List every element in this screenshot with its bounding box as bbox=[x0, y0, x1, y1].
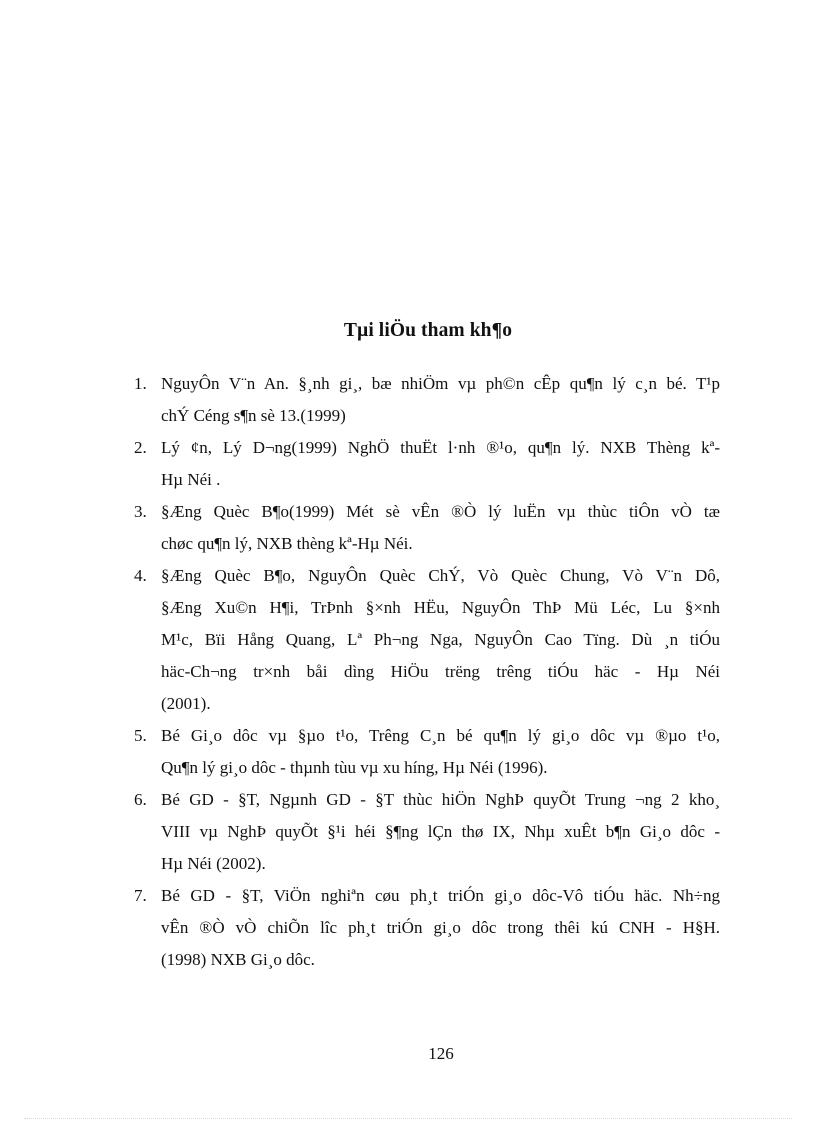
page-title: Tµi liÖu tham kh¶o bbox=[343, 320, 513, 341]
reference-line: VIII vµ NghÞ quyÕt §¹i héi §¶ng lÇn thø IX, Nhµ xuÊt b¶n Gi¸o dôc - bbox=[161, 822, 720, 841]
reference-line: Bé GD - §T, ViÖn nghiªn cøu ph¸t triÓn gi¸o dôc-Vô tiÓu häc. Nh÷ng bbox=[161, 886, 720, 905]
reference-item bbox=[134, 784, 720, 880]
reference-number: 6. bbox=[134, 790, 147, 809]
reference-number: 2. bbox=[134, 438, 147, 457]
reference-line: §Æng Quèc B¶o(1999) Mét sè vÊn ®Ò lý luËn vµ thùc tiÔn vÒ tæ bbox=[161, 502, 720, 521]
reference-item bbox=[134, 432, 720, 496]
reference-line: häc-Ch¬ng tr×nh båi dìng HiÖu trëng trêng tiÓu häc - Hµ Néi bbox=[161, 662, 720, 681]
reference-line: chøc qu¶n lý, NXB thèng kª-Hµ Néi. bbox=[161, 534, 413, 553]
reference-line: Bé Gi¸o dôc vµ §µo t¹o, Trêng C¸n bé qu¶n lý gi¸o dôc vµ ®µo t¹o, bbox=[161, 726, 720, 745]
reference-line: M¹c, Bïi Hång Quang, Lª Ph¬ng Nga, NguyÔn Cao Tïng. Dù ¸n tiÓu bbox=[161, 630, 720, 649]
reference-line: Bé GD - §T, Ngµnh GD - §T thùc hiÖn NghÞ quyÕt Trung ¬ng 2 kho¸ bbox=[161, 790, 720, 809]
page-bottom-divider bbox=[24, 1118, 792, 1119]
reference-item bbox=[134, 496, 720, 560]
reference-line: chÝ Céng s¶n sè 13.(1999) bbox=[161, 406, 346, 425]
reference-line: vÊn ®Ò vÒ chiÕn lîc ph¸t triÓn gi¸o dôc trong thêi kú CNH - H§H. bbox=[161, 918, 720, 937]
reference-line: §Æng Quèc B¶o, NguyÔn Quèc ChÝ, Vò Quèc Chung, Vò V¨n Dô, bbox=[161, 566, 720, 585]
reference-number: 1. bbox=[134, 374, 147, 393]
reference-line: §Æng Xu©n H¶i, TrÞnh §×nh HËu, NguyÔn ThÞ Mü Léc, Lu §×nh bbox=[161, 598, 720, 617]
reference-line: NguyÔn V¨n An. §¸nh gi¸, bæ nhiÖm vµ ph©n cÊp qu¶n lý c¸n bé. T¹p bbox=[161, 374, 720, 393]
reference-number: 5. bbox=[134, 726, 147, 745]
reference-line: Qu¶n lý gi¸o dôc - thµnh tùu vµ xu híng, Hµ Néi (1996). bbox=[161, 758, 548, 777]
reference-line: (1998) NXB Gi¸o dôc. bbox=[161, 950, 315, 969]
reference-line: Lý ¢n, Lý D¬ng(1999) NghÖ thuËt l·nh ®¹o, qu¶n lý. NXB Thèng kª- bbox=[161, 438, 720, 457]
page-number: 126 bbox=[428, 1044, 454, 1063]
reference-number: 7. bbox=[134, 886, 147, 905]
reference-line: (2001). bbox=[161, 694, 211, 713]
reference-item bbox=[134, 560, 720, 720]
reference-item bbox=[134, 720, 720, 784]
reference-item bbox=[134, 368, 720, 432]
reference-line: Hµ Néi . bbox=[161, 470, 221, 489]
reference-item bbox=[134, 880, 720, 976]
reference-number: 3. bbox=[134, 502, 147, 521]
reference-number: 4. bbox=[134, 566, 147, 585]
reference-line: Hµ Néi (2002). bbox=[161, 854, 266, 873]
reference-list bbox=[134, 368, 720, 976]
